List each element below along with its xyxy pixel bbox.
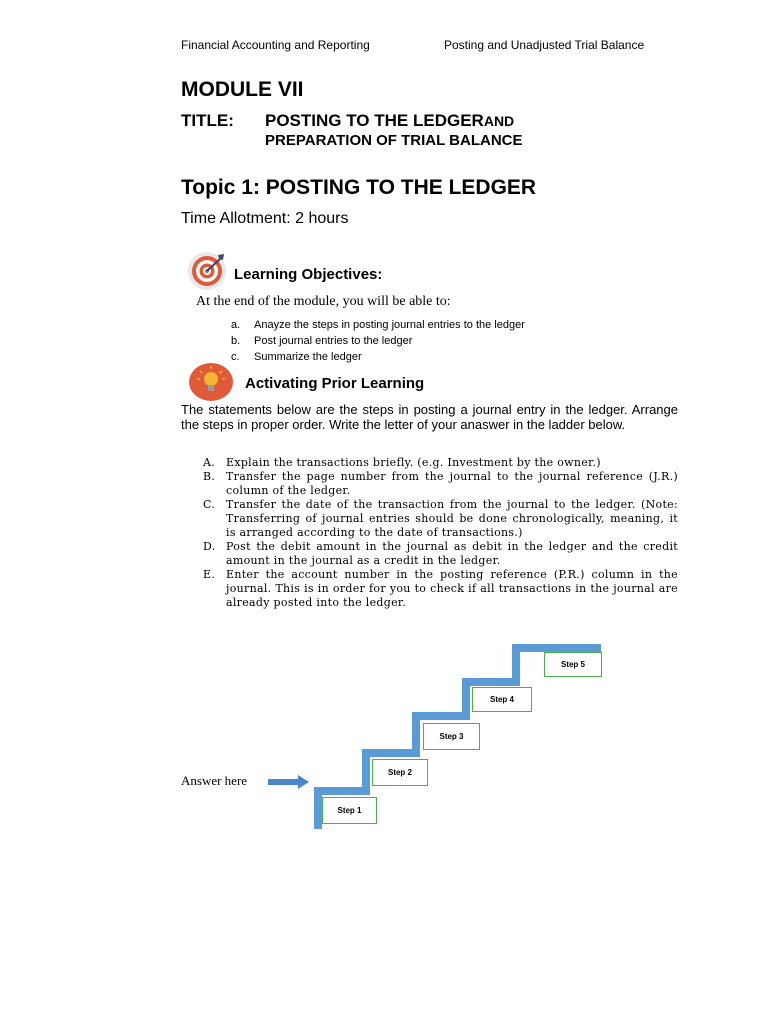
header-right: Posting and Unadjusted Trial Balance [444, 38, 645, 52]
objectives-heading: Learning Objectives: [234, 266, 383, 283]
step-text: Transfer the page number from the journal to the journal reference (J.R.) column of the ledger. [226, 470, 678, 497]
title-line-1-suffix: AND [483, 113, 515, 129]
objectives-intro: At the end of the module, you will be able to: [196, 294, 451, 309]
step-letter: A. [203, 456, 216, 469]
module-number: MODULE VII [181, 78, 304, 101]
ladder-step-box[interactable]: Step 1 [322, 797, 377, 824]
ladder-step-box[interactable]: Step 2 [372, 759, 428, 786]
step-letter: E. [203, 568, 216, 581]
title-line-2: PREPARATION OF TRIAL BALANCE [265, 132, 523, 149]
arrow-right-icon [268, 774, 310, 790]
step-letter: C. [203, 498, 216, 511]
ladder-step-box[interactable]: Step 4 [472, 687, 532, 712]
objective-text: Anayze the steps in posting journal entries to the ledger [254, 319, 525, 331]
objective-text: Summarize the ledger [254, 351, 362, 363]
step-text: Transfer the date of the transaction from the journal to the ledger. (Note: Transferring of journal entries should be done chronologically, meaning, it is arranged according to the date of transactions.) [226, 498, 678, 539]
ladder-step-box[interactable]: Step 3 [423, 723, 480, 750]
title-line-1-text: POSTING TO THE LEDGER [265, 111, 484, 130]
objective-letter: a. [231, 319, 241, 331]
prior-learning-paragraph: The statements below are the steps in posting a journal entry in the ledger. Arrange the steps in proper order. Write the letter of your anaswer in the ladder below. [181, 402, 678, 432]
header-left: Financial Accounting and Reporting [181, 38, 370, 52]
step-text: Enter the account number in the posting reference (P.R.) column in the journal. This is in order for you to check if all transactions in the journal are already posted into the ledger. [226, 568, 678, 609]
objective-text: Post journal entries to the ledger [254, 335, 413, 347]
answer-label: Answer here [181, 773, 248, 788]
step-text: Explain the transactions briefly. (e.g. Investment by the owner.) [226, 456, 601, 469]
objective-letter: b. [231, 335, 241, 347]
step-text: Post the debit amount in the journal as debit in the ledger and the credit amount in the journal as a credit in the ledger. [226, 540, 678, 567]
title-label: TITLE: [181, 111, 234, 130]
ladder-step-box[interactable]: Step 5 [544, 652, 602, 677]
topic-heading: Topic 1: POSTING TO THE LEDGER [181, 176, 537, 199]
step-letter: D. [203, 540, 216, 553]
objective-letter: c. [231, 351, 240, 363]
prior-learning-heading: Activating Prior Learning [245, 375, 425, 392]
time-allotment: Time Allotment: 2 hours [181, 210, 349, 227]
step-letter: B. [203, 470, 216, 483]
